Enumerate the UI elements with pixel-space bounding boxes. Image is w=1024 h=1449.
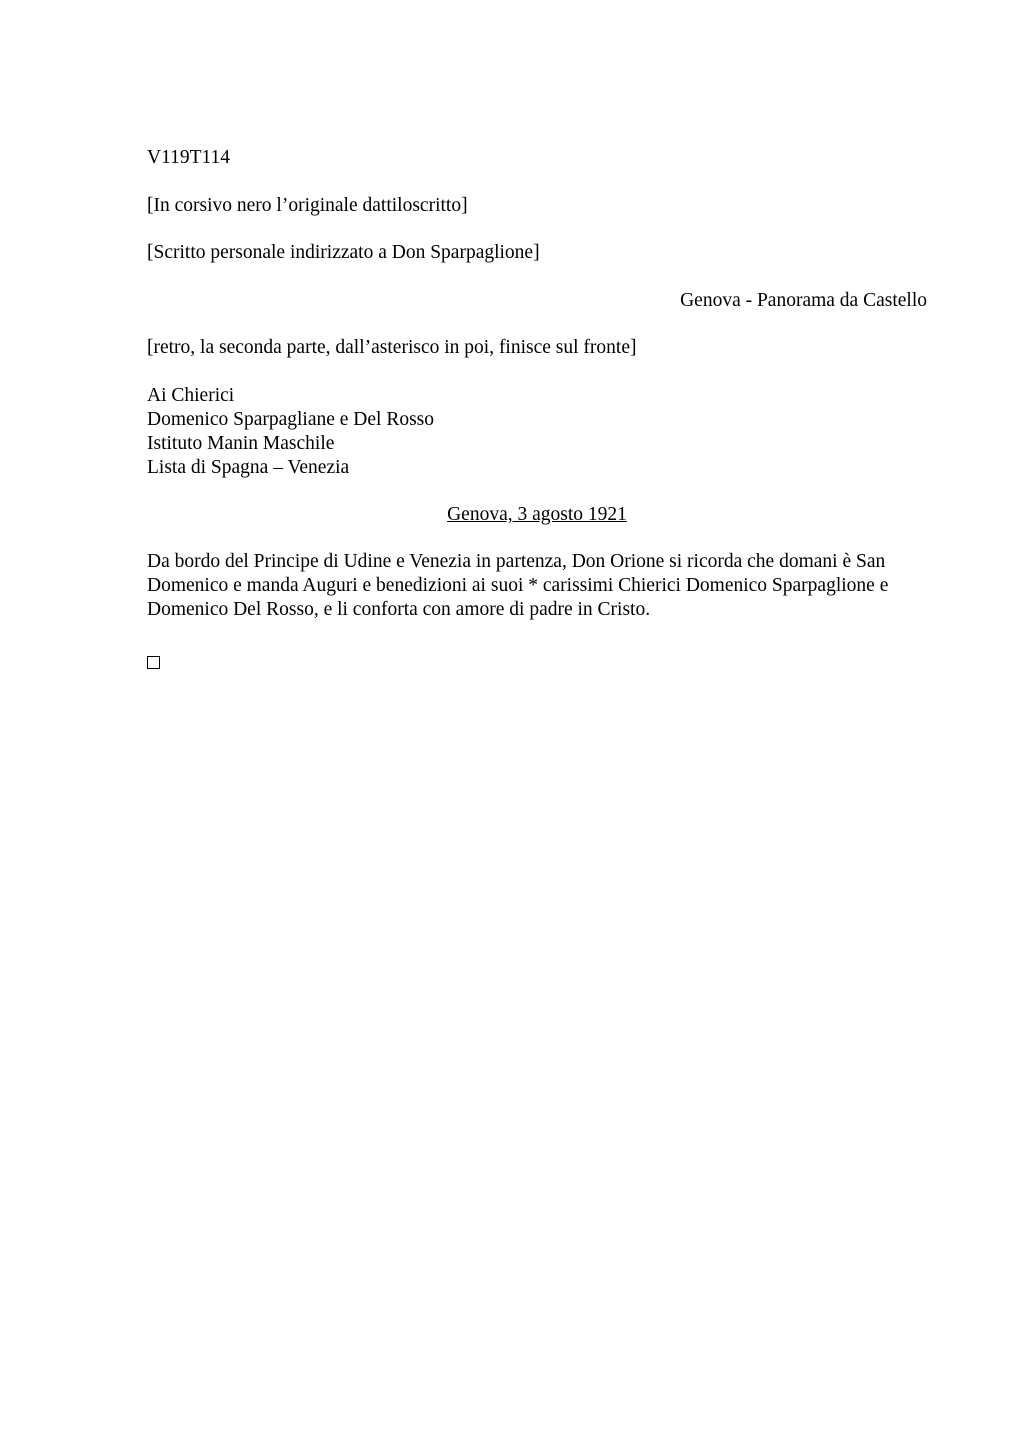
address-line: Domenico Sparpagliane e Del Rosso: [147, 409, 435, 430]
body-paragraph: Da bordo del Principe di Udine e Venezia in partenza, Don Orione si ricorda che domani è San Domenico e manda Auguri e benedizioni ai suoi * carissimi Chierici Domenico Sparpaglione e Domenico Del Rosso, e li conforta con amore di padre in Cristo.: [147, 551, 889, 620]
document-code: V119T114: [147, 147, 231, 168]
address-line: Ai Chierici: [147, 385, 235, 406]
empty-square-icon: [147, 656, 160, 669]
date-place-line: [147, 503, 927, 527]
date-place: Genova, 3 agosto 1921: [447, 504, 627, 525]
postcard-location: Genova - Panorama da Castello: [680, 290, 927, 311]
address-block: [147, 384, 434, 480]
editorial-note-typescript: [In corsivo nero l’originale dattiloscritto]: [147, 195, 468, 216]
address-line: Lista di Spagna – Venezia: [147, 457, 350, 478]
address-line: Istituto Manin Maschile: [147, 433, 335, 454]
editorial-note-verso: [retro, la seconda parte, dall’asterisco in poi, finisce sul fronte]: [147, 337, 637, 358]
editorial-note-recipient: [Scritto personale indirizzato a Don Sparpaglione]: [147, 242, 540, 263]
